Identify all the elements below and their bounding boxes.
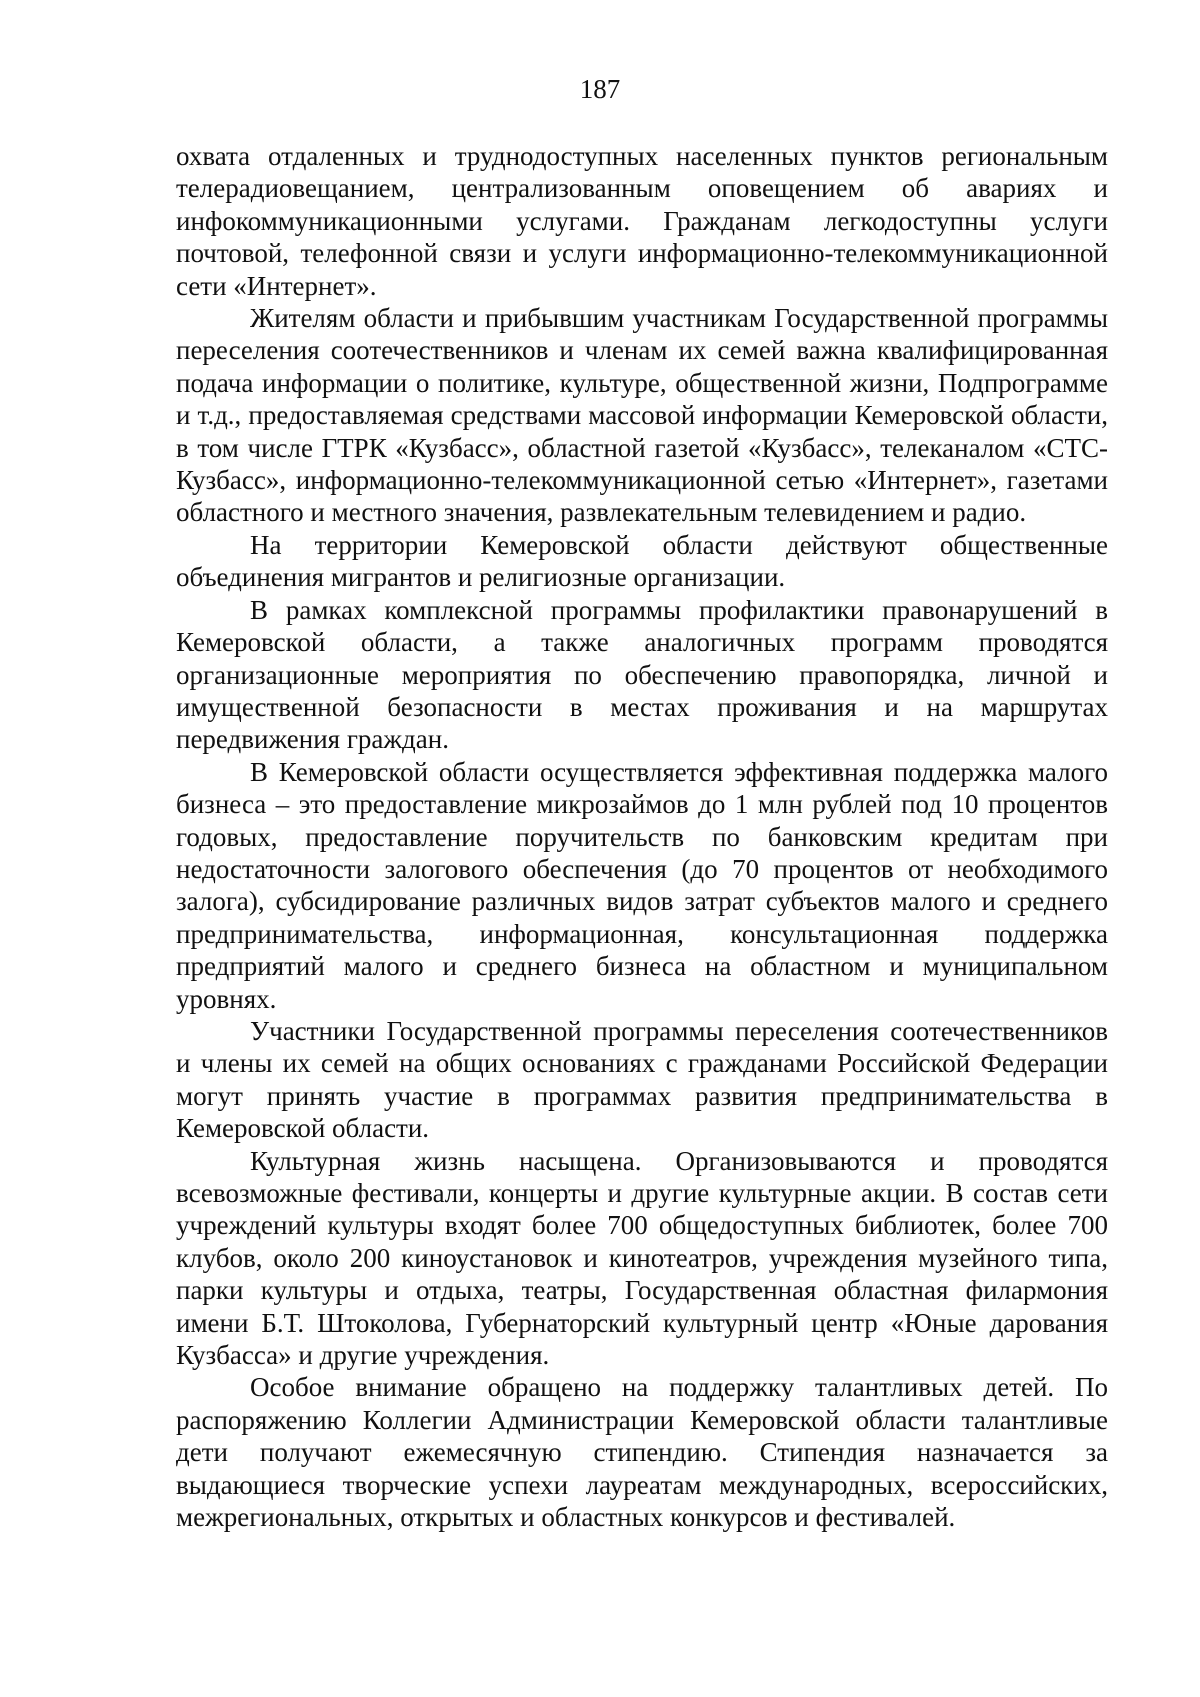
paragraph: Особое внимание обращено на поддержку талантливых детей. По распоряжению Коллегии Администрации Кемеровской области талантливые дети получают ежемесячную стипендию. Стипендия назначается за выдающиеся творческие успехи лауреатам международных, всероссийских, межрегиональных, открытых и областных конкурсов и фестивалей.: [176, 1372, 1108, 1533]
paragraph: Участники Государственной программы переселения соотечественников и члены их семей на общих основаниях с гражданами Российской Федерации могут принять участие в программах развития предпринимательства в Кемеровской области.: [176, 1015, 1108, 1144]
paragraph: Жителям области и прибывшим участникам Государственной программы переселения соотечественников и членам их семей важна квалифицированная подача информации о политике, культуре, общественной жизни, Подпрограмме и т.д., предоставляемая средствами массовой информации Кемеровской области, в том числе ГТРК «Кузбасс», областной газетой «Кузбасс», телеканалом «СТС-Кузбасс», информационно-телекоммуникационной сетью «Интернет», газетами областного и местного значения, развлекательным телевидением и радио.: [176, 303, 1108, 528]
page-number: 187: [579, 74, 621, 104]
document-body: [176, 140, 1108, 1533]
paragraph: На территории Кемеровской области действуют общественные объединения мигрантов и религиозные организации.: [176, 529, 1108, 593]
paragraph: В Кемеровской области осуществляется эффективная поддержка малого бизнеса – это предоставление микрозаймов до 1 млн рублей под 10 процентов годовых, предоставление поручительств по банковским кредитам при недостаточности залогового обеспечения (до 70 процентов от необходимого залога), субсидирование различных видов затрат субъектов малого и среднего предпринимательства, информационная, консультационная поддержка предприятий малого и среднего бизнеса на областном и муниципальном уровнях.: [176, 756, 1108, 1014]
paragraph: В рамках комплексной программы профилактики правонарушений в Кемеровской области, а также аналогичных программ проводятся организационные мероприятия по обеспечению правопорядка, личной и имущественной безопасности в местах проживания и на маршрутах передвижения граждан.: [176, 594, 1108, 755]
paragraph: Культурная жизнь насыщена. Организовываются и проводятся всевозможные фестивали, концерты и другие культурные акции. В состав сети учреждений культуры входят более 700 общедоступных библиотек, более 700 клубов, около 200 киноустановок и кинотеатров, учреждения музейного типа, парки культуры и отдыха, театры, Государственная областная филармония имени Б.Т. Штоколова, Губернаторский культурный центр «Юные дарования Кузбасса» и другие учреждения.: [176, 1145, 1108, 1371]
paragraph-continued: охвата отдаленных и труднодоступных населенных пунктов региональным телерадиовещанием, централизованным оповещением об авариях и инфокоммуникационными услугами. Гражданам легкодоступны услуги почтовой, телефонной связи и услуги информационно-телекоммуникационной сети «Интернет».: [176, 141, 1108, 301]
